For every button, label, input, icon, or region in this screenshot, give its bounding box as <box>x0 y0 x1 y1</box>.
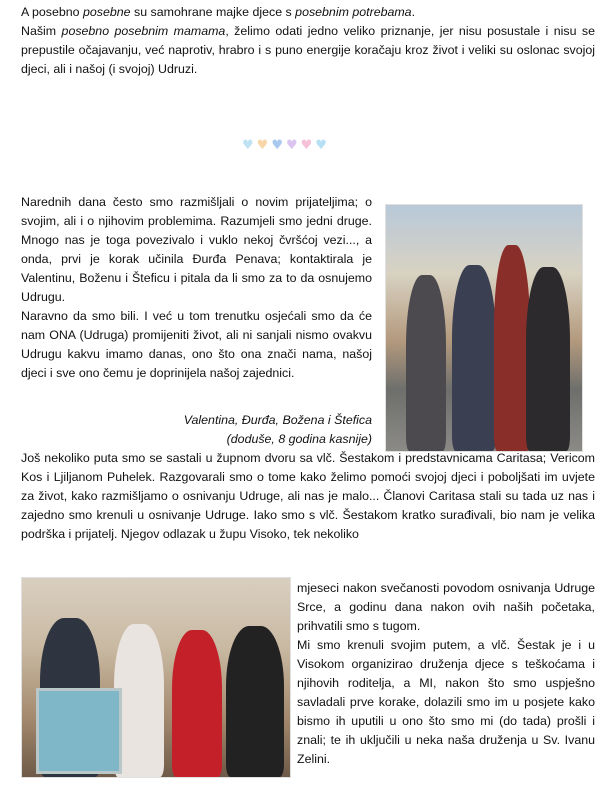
heart-icon: ♥ <box>242 138 254 153</box>
intro-p2-run-1: posebno posebnim mamama <box>61 24 226 38</box>
history-continued <box>297 579 595 769</box>
history-section <box>21 449 595 544</box>
intro-p2-run-2: , želimo odati jedno veliko priznanje, jer nisu posustale i nisu se prepustile očajavanju, već naprotiv, hrabro i s puno energije koračaju kroz život i veliki su oslonac svojoj djeci, ali i našoj (i svojoj) Udruzi. <box>21 24 595 76</box>
photo-caption <box>160 411 372 449</box>
history-paragraph-2: mjeseci nakon svečanosti povodom osnivanja Udruge Srce, a godinu dana nakon ovih naših početaka, prihvatili smo s tugom. <box>297 581 595 633</box>
intro-section <box>21 3 595 79</box>
intro-p1-run-4: . <box>411 5 416 19</box>
heart-icon: ♥ <box>271 138 283 153</box>
caption-names: Valentina, Đurđa, Božena i Štefica <box>183 413 372 427</box>
intro-p1-run-1: posebne <box>83 5 131 19</box>
story-section <box>21 193 372 383</box>
intro-paragraph-1 <box>21 3 595 22</box>
heart-icon: ♥ <box>315 138 327 153</box>
heart-icon: ♥ <box>285 138 298 153</box>
group-photo-with-gift <box>21 577 291 778</box>
caption-note: (doduše, 8 godina kasnije) <box>226 432 372 446</box>
intro-p2-run-0: Našim <box>21 24 62 38</box>
heart-icon: ♥ <box>256 138 269 153</box>
history-paragraph-1: Još nekoliko puta smo se sastali u župnom dvoru sa vlč. Šestakom i predstavnicama Caritasa; Vericom Kos i Ljiljanom Puhelek. Razgovarali smo o tome kako želimo pomoći svojoj djeci i poboljšati im uvjete za život, kako razmišljamo o osnivanju Udruge, ali nas je malo... Članovi Caritasa stali su tada uz nas i zajedno smo krenuli u osnivanje Udruge. Iako smo s vlč. Šestakom kratko surađivali, bio nam je velika podrška i prijatelj. Njegov odlazak u župu Visoko, tek nekoliko <box>21 451 595 541</box>
hearts-divider <box>242 139 327 152</box>
story-paragraph-1: Narednih dana često smo razmišljali o novim prijateljima; o svojim, ali i o njihovim problemima. Razumjeli smo jedni druge. Mnogo nas je toga povezivalo i vuklo nekoj čvršćoj vezi..., a onda, prvi je korak učinila Đurđa Penava; kontaktirala je Valentinu, Boženu i Šteficu i pitala da li smo za to da osnujemo Udrugu. <box>21 195 372 304</box>
intro-p1-run-2: su samohrane majke djece s <box>130 5 296 19</box>
intro-paragraph-2 <box>21 22 595 79</box>
intro-p1-run-0: A posebno <box>21 5 84 19</box>
story-paragraph-2: Naravno da smo bili. I već u tom trenutku osjećali smo da će nam ONA (Udruga) promijeniti život, ali ni sanjali nismo ovakvu Udrugu kakvu imamo danas, ono što ona znači nama, našoj djeci i sve ono čemu je doprinijela našoj zajednici. <box>21 309 372 380</box>
group-photo-four-women <box>385 204 583 452</box>
history-paragraph-3: Mi smo krenuli svojim putem, a vlč. Šestak je i u Visokom organizirao druženja djece s teškoćama i njihovih roditelja, a MI, nakon što smo uspješno savladali prve korake, dolazili smo im u posjete kako bismo ih uputili u ono što smo mi (do tada) prošli i znali; te ih uključili u neka naša druženja u Sv. Ivanu Zelini. <box>297 638 595 766</box>
heart-icon: ♥ <box>300 138 313 153</box>
intro-p1-run-3: posebnim potrebama <box>295 5 412 19</box>
